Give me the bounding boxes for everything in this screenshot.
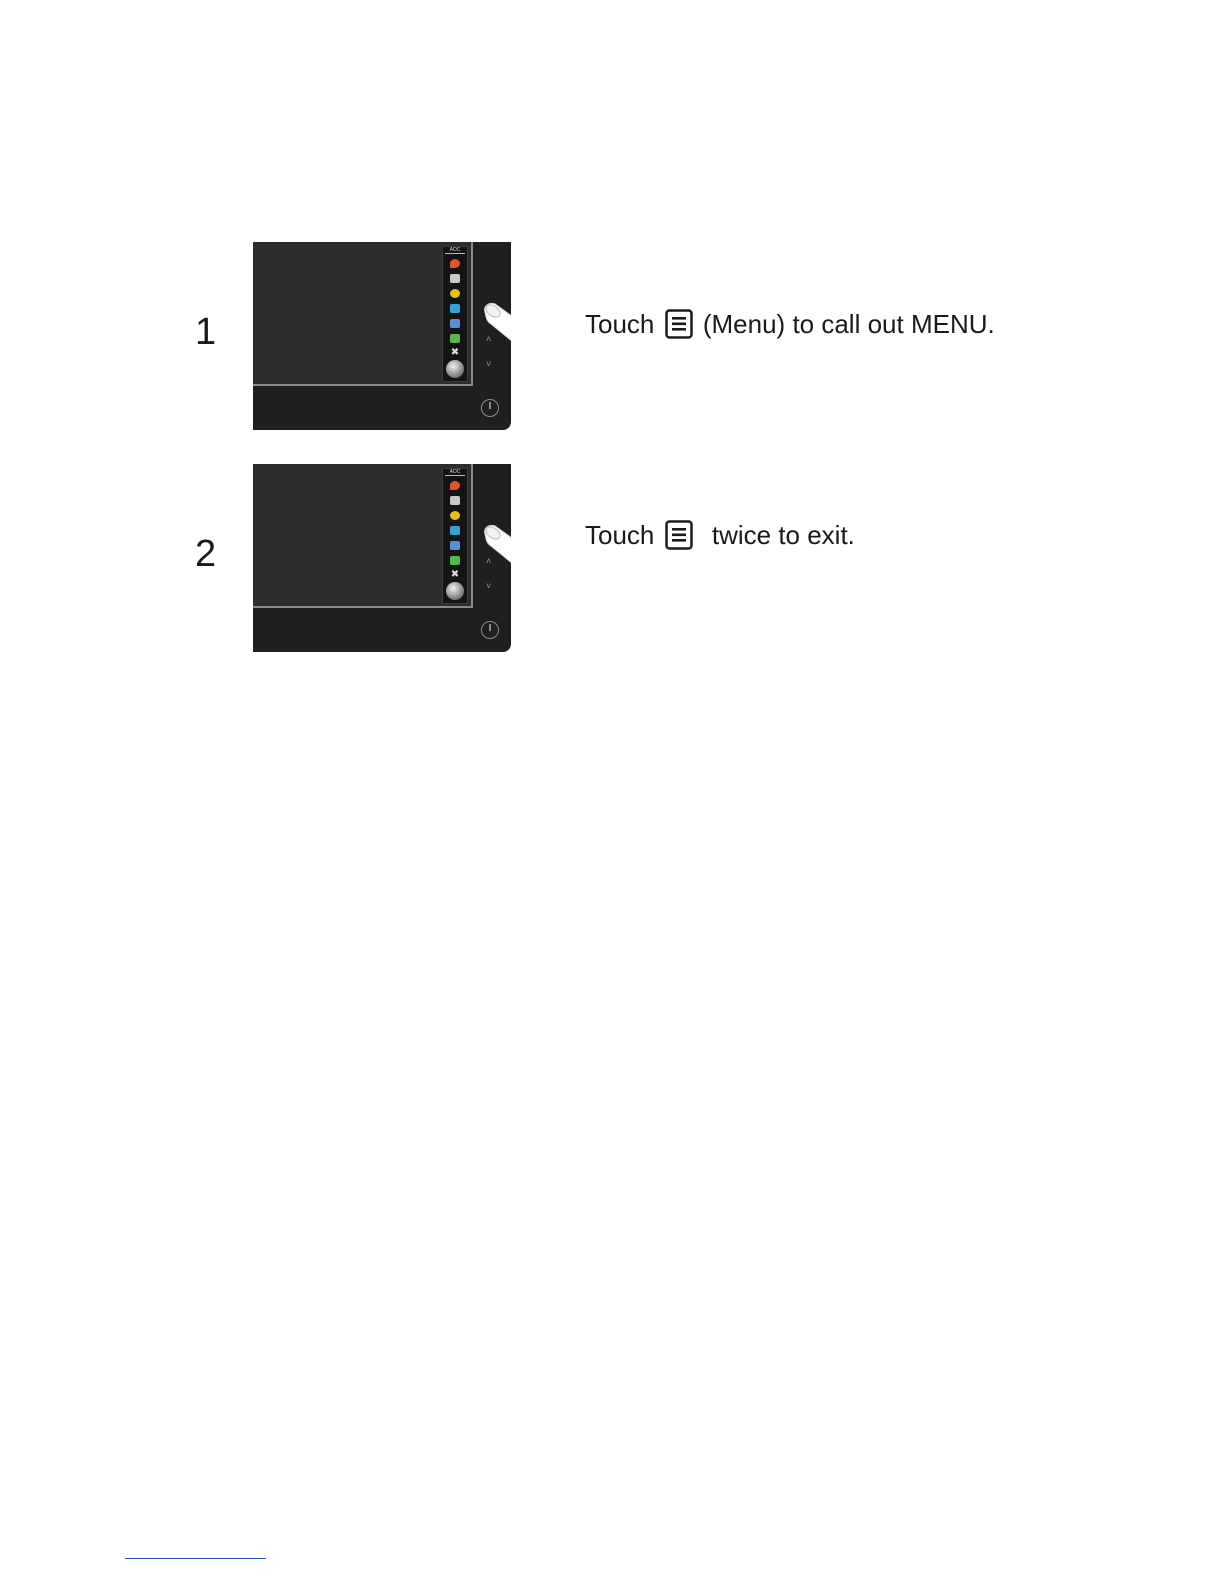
finger-touch-icon [483, 524, 511, 586]
instruction-text [585, 305, 995, 341]
monitor-illustration [253, 242, 511, 430]
down-key-icon: ˅ [486, 581, 492, 591]
footnote-separator [125, 1558, 266, 1559]
monitor-screen [253, 242, 473, 386]
menu-key-icon [665, 520, 693, 550]
color-setup-icon [450, 289, 460, 298]
picture-boost-icon [450, 526, 460, 535]
image-setup-icon [450, 496, 460, 505]
step-2 [0, 464, 1224, 654]
down-key-icon: ˅ [486, 359, 492, 369]
instruction-tail: (Menu) to call out MENU. [702, 309, 995, 340]
osd-menu [442, 246, 468, 382]
factory-reset-icon: ✖ [450, 347, 460, 358]
up-key-icon: ˄ [486, 556, 492, 566]
step-number: 2 [195, 533, 217, 575]
factory-reset-icon: ✖ [450, 569, 460, 580]
osd-setup-icon [450, 541, 460, 550]
luminance-icon [450, 481, 460, 490]
instruction-lead: Touch [585, 309, 655, 340]
monitor-illustration [253, 464, 511, 652]
instruction-lead: Touch [585, 520, 655, 551]
menu-key-icon [665, 309, 693, 339]
color-setup-icon [450, 511, 460, 520]
step-1 [0, 242, 1224, 432]
osd-setup-icon [450, 319, 460, 328]
image-setup-icon [450, 274, 460, 283]
power-button-icon [481, 621, 499, 639]
extra-icon [450, 334, 460, 343]
step-number: 1 [195, 311, 217, 353]
osd-logo: AOC [445, 469, 465, 476]
monitor-screen [253, 464, 473, 608]
finger-touch-icon [483, 302, 511, 364]
osd-logo: AOC [445, 247, 465, 254]
luminance-icon [450, 259, 460, 268]
up-key-icon: ˄ [486, 334, 492, 344]
instruction-text [585, 516, 855, 552]
exit-icon [446, 582, 464, 600]
picture-boost-icon [450, 304, 460, 313]
extra-icon [450, 556, 460, 565]
osd-menu [442, 468, 468, 604]
exit-icon [446, 360, 464, 378]
power-button-icon [481, 399, 499, 417]
instruction-tail: twice to exit. [711, 520, 855, 551]
